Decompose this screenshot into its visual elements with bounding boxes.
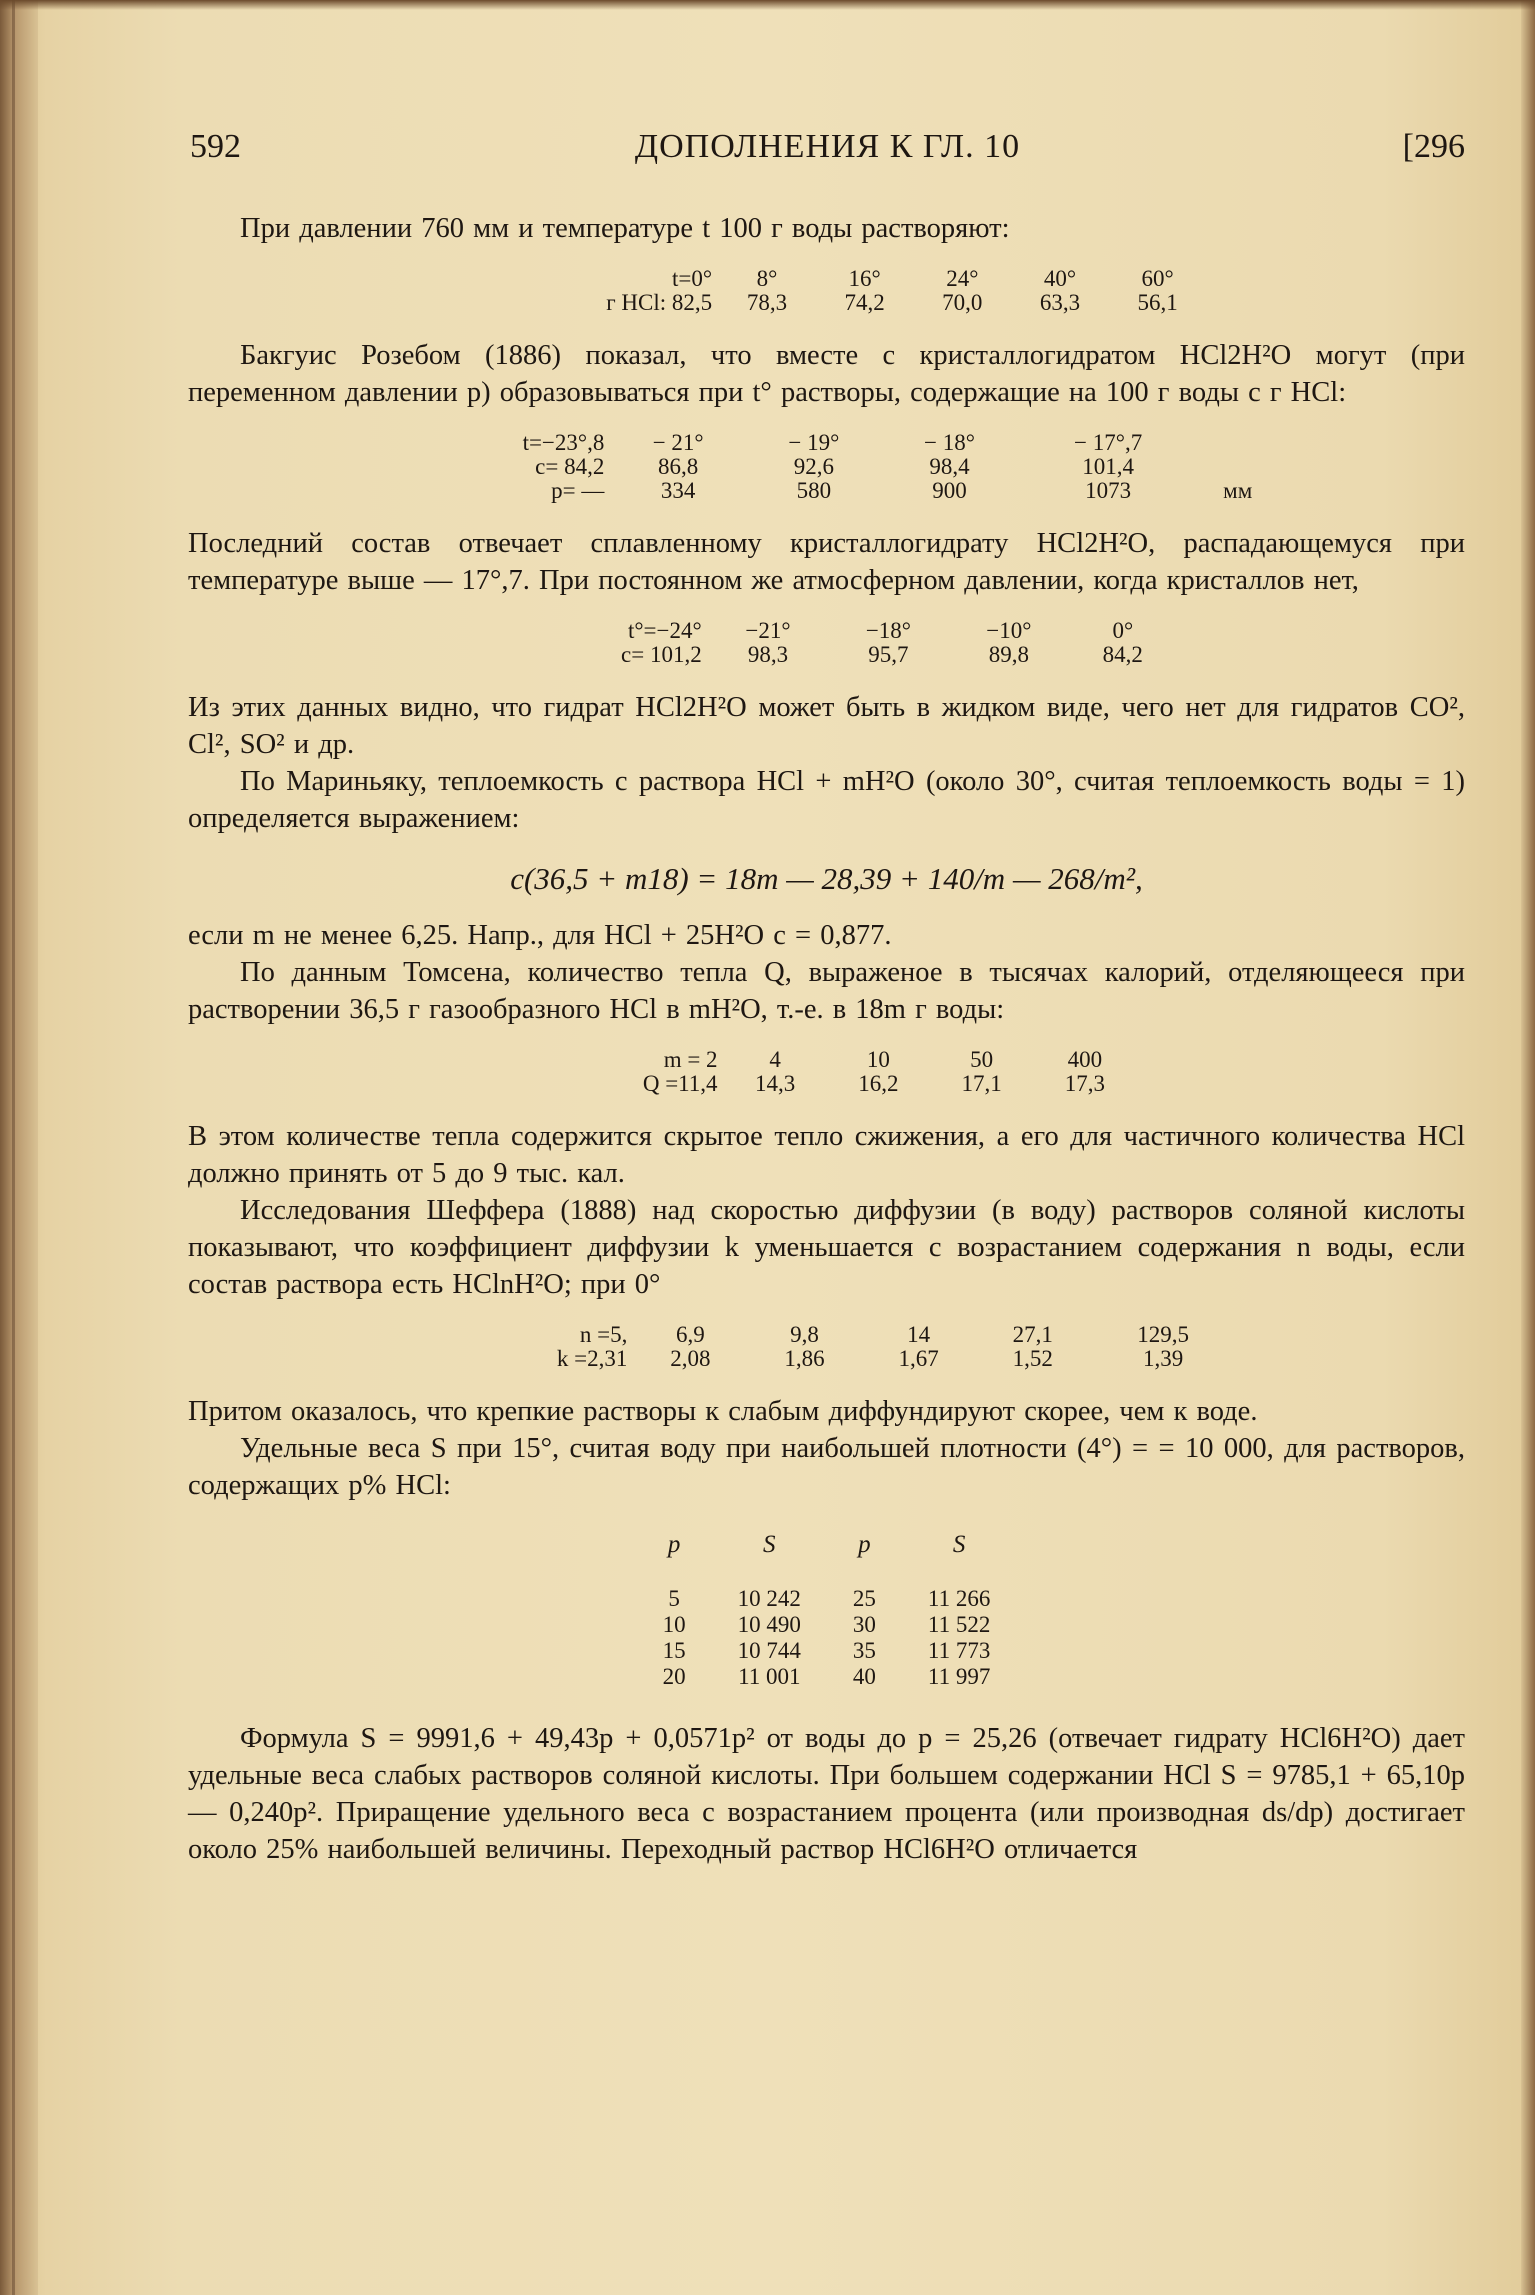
table-cell: 70,0 [942,290,983,315]
table-cell: 17,1 [961,1071,1002,1096]
table-cell: Q =11,4 [642,1071,718,1096]
table-cell: 50 [970,1047,994,1072]
table-row [447,291,1207,315]
table-header-cell: p [858,1531,871,1558]
table-cell: 1,67 [898,1346,939,1371]
table-header-cell: p [667,1531,681,1558]
page-right-edge [1521,0,1535,2295]
table-cell: 98,4 [929,454,970,479]
data-table [447,267,1207,315]
table-cell: 11 522 [927,1612,991,1637]
table-cell: n =5, [579,1322,628,1347]
table-header-row [637,1532,1017,1586]
table-cell: 84,2 [1102,642,1143,667]
table-cell: 900 [932,478,967,503]
table-cell: 10 242 [737,1586,801,1611]
table-cell: k =2,31 [556,1346,628,1371]
table-cell: 14 [907,1322,931,1347]
table-cell: t=−23°,8 [522,430,605,455]
table-cell: t°=−24° [627,618,702,643]
paragraph: Притом оказалось, что крепкие растворы к слабым диффундируют скорее, чем к воде. [188,1396,1258,1427]
table-cell: 20 [662,1664,686,1689]
table-header-cell: S [952,1531,966,1558]
table-cell: 30 [852,1612,876,1637]
table-row [377,479,1277,503]
paragraph: Удельные веса S при 15°, считая воду при наибольшей плотности (4°) = = 10 000, для растворов, содержащих p% HCl: [188,1433,1465,1501]
table-cell: c= 84,2 [535,454,605,479]
paragraph: Из этих данных видно, что гидрат HCl2H²O может быть в жидком виде, чего нет для гидратов CO², Cl², SO² и др. [188,692,1465,760]
table-row [637,1638,1017,1664]
table-cell: 4 [769,1047,781,1072]
table-cell: m = 2 [663,1047,718,1072]
table-cell: 1,86 [784,1346,825,1371]
table-row [517,1048,1137,1072]
data-table [377,431,1277,503]
table-cell: p= — [551,478,605,503]
data-table [517,1048,1137,1096]
table-cell: 16,2 [858,1071,899,1096]
table-cell: − 17°,7 [1074,430,1143,455]
table-cell: 40 [852,1664,876,1689]
table-cell: 89,8 [988,642,1029,667]
table-cell: 10 [866,1047,890,1072]
running-title: ДОПОЛНЕНИЯ К ГЛ. 10 [634,128,1021,165]
table-cell: 400 [1067,1047,1103,1072]
table-cell: 580 [796,478,832,503]
paragraph: Исследования Шеффера (1888) над скоростью диффузии (в воду) растворов соляной кислоты показывают, что коэффициент диффузии k уменьшается с возрастанием содержания n воды, если состав раствора есть HClnH²O; при 0° [188,1195,1465,1300]
table-cell: 9,8 [790,1322,819,1347]
table-cell: 11 001 [738,1664,801,1689]
table-row [637,1612,1017,1638]
table-cell: 92,6 [793,454,834,479]
table-row [637,1586,1017,1612]
specific-gravity-table [637,1532,1017,1690]
table-cell: 60° [1141,266,1174,291]
table-cell: 25 [852,1586,876,1611]
table-cell: t=0° [672,266,713,291]
table-cell: 101,4 [1082,454,1134,479]
table-cell: 56,1 [1137,290,1178,315]
table-cell: 24° [946,266,979,291]
table-cell: 15 [662,1638,686,1663]
table-cell: − 21° [652,430,704,455]
table-row [377,455,1277,479]
table-cell: 17,3 [1064,1071,1105,1096]
page-number: 592 [190,128,241,165]
table-cell: 334 [660,478,696,503]
table-cell [1199,455,1277,479]
table-cell: 14,3 [755,1071,796,1096]
table-cell: 11 997 [927,1664,991,1689]
table-cell: −10° [986,618,1032,643]
page-body [188,210,1465,1868]
table-cell: 129,5 [1137,1322,1189,1347]
table-cell: 16° [848,266,881,291]
table-cell: −18° [865,618,911,643]
table-cell: 10 [662,1612,686,1637]
table-cell: 1,52 [1012,1346,1053,1371]
table-cell: 2,08 [670,1346,711,1371]
table-row [637,1664,1017,1690]
section-reference: [296 [1402,128,1465,165]
table-cell: 6,9 [676,1322,705,1347]
table-cell: 98,3 [747,642,789,667]
table-cell: 35 [852,1638,876,1663]
table-cell: 10 490 [737,1612,801,1637]
table-header-cell: S [763,1531,776,1558]
table-cell: мм [1223,478,1253,503]
paragraph: Формула S = 9991,6 + 49,43p + 0,0571p² от воды до p = 25,26 (отвечает гидрату HCl6H²O) дает удельные веса слабых растворов соляной кислоты. При большем содержании HCl S = 9785,1 + 65,10p — 0,240p². Приращение удельного веса с возрастанием процента (или производная ds/dp) достигает около 25% наибольшей величины. Переходный раствор HCl6H²O отличается [188,1723,1465,1865]
table-row [417,1347,1237,1371]
table-cell: 8° [756,266,778,291]
paragraph: При давлении 760 мм и температуре t 100 г воды растворяют: [240,213,1010,244]
data-table [477,619,1177,667]
table-cell: − 18° [924,430,975,455]
table-cell: 10 744 [737,1638,801,1663]
table-cell: −21° [745,618,791,643]
page-header [190,128,1465,178]
table-cell: 1073 [1085,478,1132,503]
table-row [417,1323,1237,1347]
table-cell: 95,7 [868,642,909,667]
paragraph: Последний состав отвечает сплавленному кристаллогидрату HCl2H²O, распадающемуся при температуре выше — 17°,7. При постоянном же атмосферном давлении, когда кристаллов нет, [188,528,1465,596]
table-cell: 78,3 [746,290,788,315]
table-cell: г HCl: 82,5 [606,290,713,315]
paragraph: если m не менее 6,25. Напр., для HCl + 25H²O c = 0,877. [188,920,892,951]
table-row [477,619,1177,643]
paragraph: По данным Томсена, количество тепла Q, выраженое в тысячах калорий, отделяющееся при растворении 36,5 г газообразного HCl в mH²O, т.-е. в 18m г воды: [188,957,1465,1025]
table-cell: 86,8 [658,454,699,479]
paragraph: В этом количестве тепла содержится скрытое тепло сжижения, а его для частичного количества HCl должно принять от 5 до 9 тыс. кал. [188,1121,1465,1189]
table-cell: 11 773 [927,1638,991,1663]
formula: c(36,5 + m18) = 18m — 28,39 + 140/m — 268/m², [510,861,1143,896]
table-cell: − 19° [788,430,840,455]
table-cell [1199,431,1277,455]
table-cell: 63,3 [1039,290,1081,315]
book-spine-edge [0,0,38,2295]
table-cell: 1,39 [1143,1346,1184,1371]
table-cell: 11 266 [927,1586,991,1611]
data-table [417,1323,1237,1371]
table-row [377,431,1277,455]
table-cell: 74,2 [844,290,885,315]
table-row [477,643,1177,667]
table-cell: c= 101,2 [621,642,702,667]
table-row [447,267,1207,291]
table-cell: 5 [668,1586,680,1611]
table-cell: 40° [1043,266,1077,291]
paragraph: Бакгуис Розебом (1886) показал, что вместе с кристаллогидратом HCl2H²O могут (при переменном давлении p) образовываться при t° растворы, содержащие на 100 г воды c г HCl: [188,340,1465,408]
table-cell: 27,1 [1012,1322,1053,1347]
table-cell: 0° [1112,618,1134,643]
paragraph: По Мариньяку, теплоемкость c раствора HCl + mH²O (около 30°, считая теплоемкость воды = 1) определяется выражением: [188,766,1465,834]
page-top-edge [0,0,1535,10]
table-row [517,1072,1137,1096]
